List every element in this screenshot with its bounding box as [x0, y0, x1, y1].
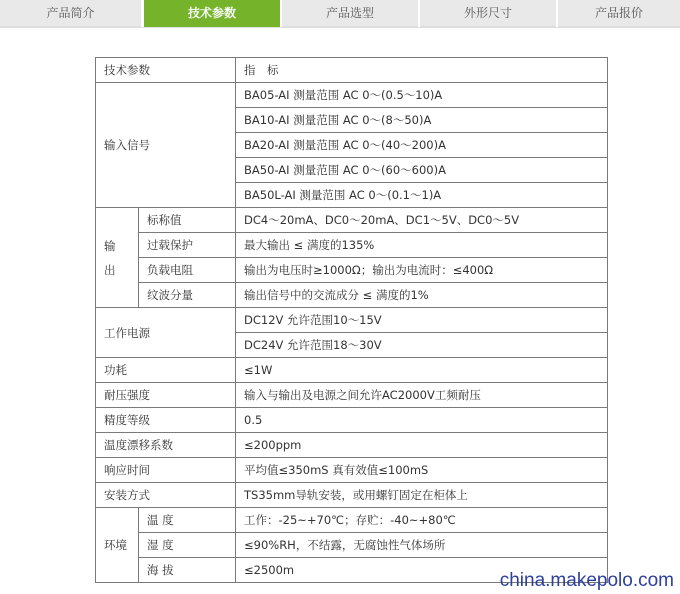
input-signal-value: BA50L-AI 测量范围 AC 0～(0.1～1)A	[236, 183, 608, 208]
power-value: DC24V 允许范围18～30V	[236, 333, 608, 358]
output-param-name: 过载保护	[139, 233, 236, 258]
env-param-value: 工作：-25~+70℃；存贮：-40~+80℃	[236, 508, 608, 533]
watermark: china.makepolo.com	[499, 570, 674, 591]
output-label	[96, 208, 139, 308]
param-value: 0.5	[236, 408, 608, 433]
tab-bar	[0, 0, 680, 27]
param-name: 温度漂移系数	[96, 433, 236, 458]
param-name: 精度等级	[96, 408, 236, 433]
output-param-name: 纹波分量	[139, 283, 236, 308]
output-label-line2: 出	[104, 262, 116, 277]
param-name: 安装方式	[96, 483, 236, 508]
tab-tech-params[interactable]: 技术参数	[144, 0, 280, 27]
table-row	[96, 258, 608, 283]
input-signal-value: BA05-AI 测量范围 AC 0～(0.5～10)A	[236, 83, 608, 108]
output-param-value: 最大输出 ≤ 满度的135%	[236, 233, 608, 258]
table-row	[96, 83, 608, 108]
param-value: ≤1W	[236, 358, 608, 383]
output-param-value: 输出信号中的交流成分 ≤ 满度的1%	[236, 283, 608, 308]
param-value: ≤200ppm	[236, 433, 608, 458]
tab-product-intro[interactable]: 产品简介	[0, 0, 141, 27]
table-header-row	[96, 58, 608, 83]
table-row	[96, 508, 608, 533]
power-value: DC12V 允许范围10～15V	[236, 308, 608, 333]
input-signal-value: BA10-AI 测量范围 AC 0～(8～50)A	[236, 108, 608, 133]
power-label: 工作电源	[96, 308, 236, 358]
tab-product-quote[interactable]: 产品报价	[558, 0, 680, 27]
table-row	[96, 383, 608, 408]
table-row	[96, 208, 608, 233]
table-row	[96, 358, 608, 383]
env-param-value: ≤90%RH，不结露，无腐蚀性气体场所	[236, 533, 608, 558]
input-signal-value: BA50-AI 测量范围 AC 0～(60～600)A	[236, 158, 608, 183]
tab-product-selection[interactable]: 产品选型	[282, 0, 418, 27]
output-param-value: DC4～20mA、DC0～20mA、DC1～5V、DC0～5V	[236, 208, 608, 233]
param-value: 输入与输出及电源之间允许AC2000V工频耐压	[236, 383, 608, 408]
param-name: 耐压强度	[96, 383, 236, 408]
table-row	[96, 283, 608, 308]
tab-divider	[0, 27, 680, 28]
env-param-name: 温 度	[139, 508, 236, 533]
tab-dimensions[interactable]: 外形尺寸	[420, 0, 556, 27]
table-row	[96, 433, 608, 458]
table-row	[96, 458, 608, 483]
env-param-name: 湿 度	[139, 533, 236, 558]
table-row	[96, 233, 608, 258]
param-value: TS35mm导轨安装，或用螺钉固定在柜体上	[236, 483, 608, 508]
table-row	[96, 483, 608, 508]
output-label-line1: 输	[104, 238, 116, 253]
env-param-value: ≤2500m	[236, 558, 608, 583]
table-row	[96, 533, 608, 558]
param-name: 响应时间	[96, 458, 236, 483]
header-spec: 指 标	[236, 58, 608, 83]
param-name: 功耗	[96, 358, 236, 383]
input-signal-value: BA20-AI 测量范围 AC 0～(40～200)A	[236, 133, 608, 158]
param-value: 平均值≤350mS 真有效值≤100mS	[236, 458, 608, 483]
table-row	[96, 408, 608, 433]
spec-table	[95, 57, 608, 583]
output-param-name: 标称值	[139, 208, 236, 233]
env-param-name: 海 拔	[139, 558, 236, 583]
environment-label: 环境	[96, 508, 139, 583]
header-param: 技术参数	[96, 58, 236, 83]
output-param-name: 负载电阻	[139, 258, 236, 283]
table-row	[96, 308, 608, 333]
input-signal-label: 输入信号	[96, 83, 236, 208]
output-param-value: 输出为电压时≥1000Ω；输出为电流时：≤400Ω	[236, 258, 608, 283]
